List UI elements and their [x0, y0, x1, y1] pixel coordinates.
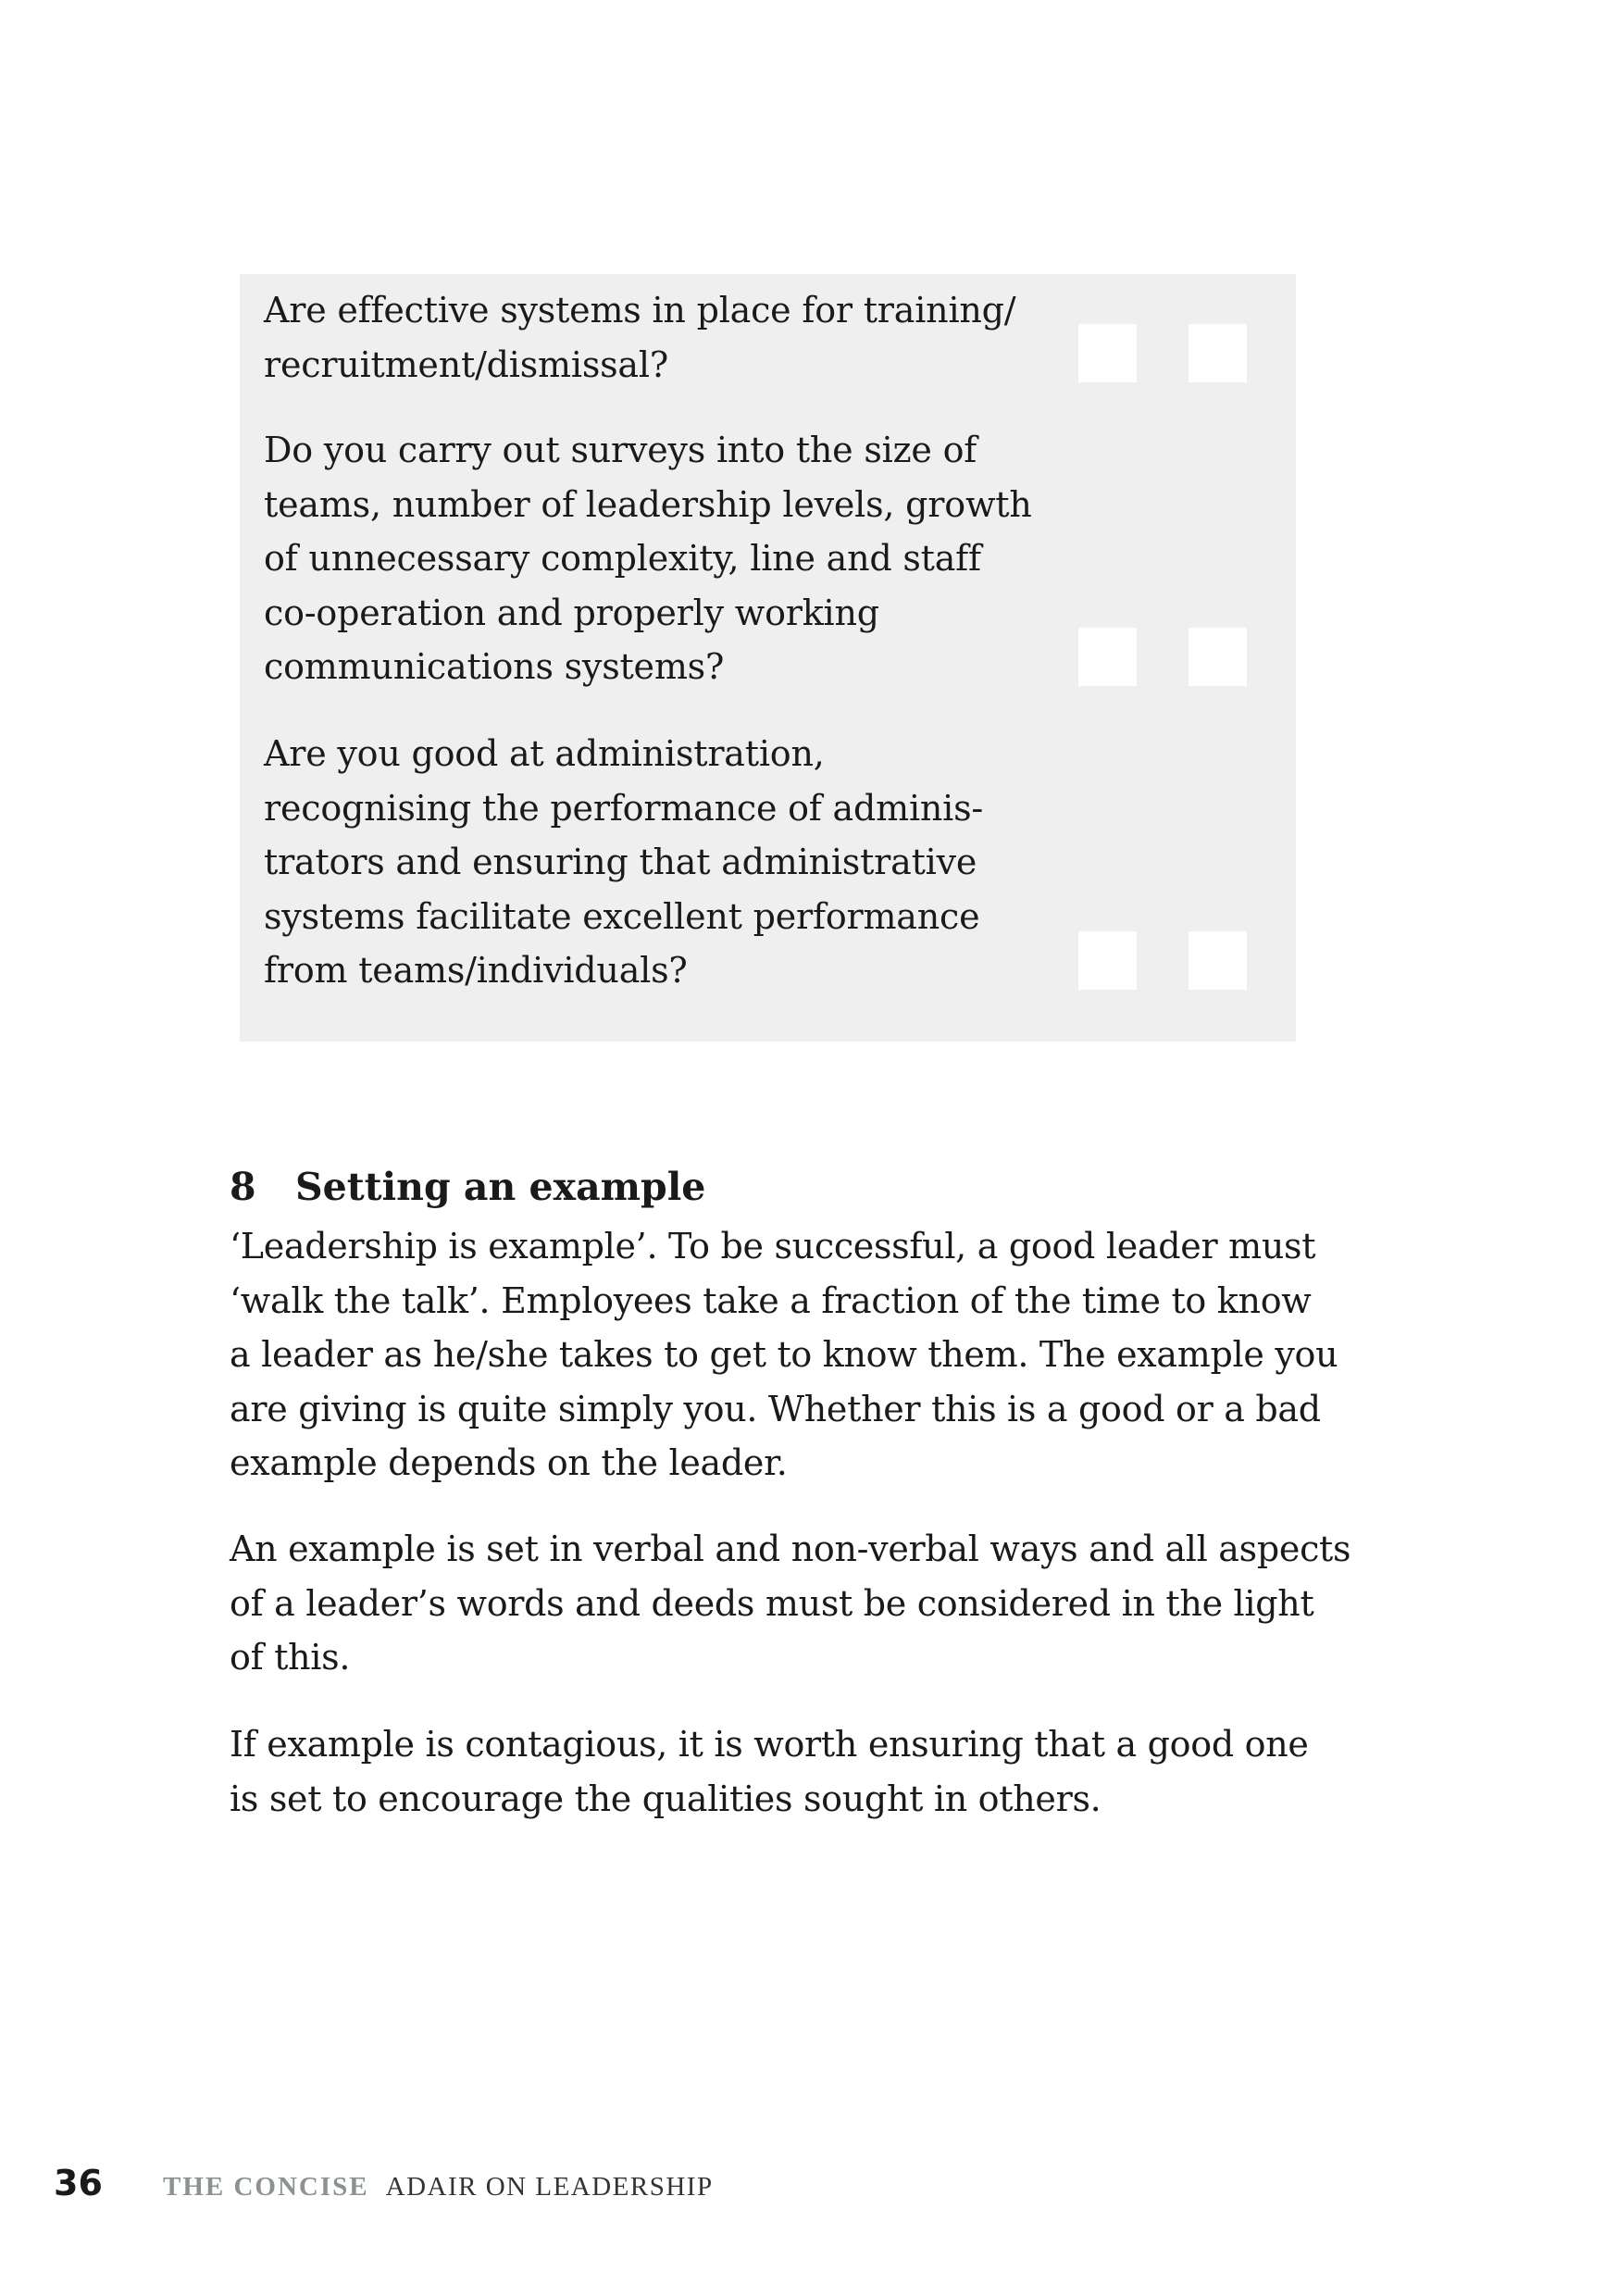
page-number: 36	[54, 2163, 103, 2203]
paragraph-line: example depends on the leader.	[230, 1442, 788, 1483]
checklist-question	[264, 727, 1041, 998]
paragraph-line: a leader as he/she takes to get to know them. The example you	[230, 1334, 1338, 1375]
question-line: Do you carry out surveys into the size of	[264, 430, 977, 470]
question-line: recognising the performance of adminis-	[264, 787, 984, 829]
question-line: trators and ensuring that administrative	[264, 842, 977, 882]
paragraph-line: If example is contagious, it is worth ensuring that a good one	[230, 1724, 1309, 1765]
checkbox-no[interactable]	[1189, 931, 1247, 990]
section-number: 8	[230, 1165, 256, 1209]
checklist-question	[264, 283, 1041, 392]
section-heading	[230, 1160, 705, 1214]
paragraph-line: are giving is quite simply you. Whether this is a good or a bad	[230, 1388, 1321, 1429]
book-title: ADAIR ON LEADERSHIP	[385, 2172, 714, 2202]
page-footer	[54, 2157, 714, 2216]
checkbox-yes[interactable]	[1078, 628, 1137, 686]
paragraph-line: An example is set in verbal and non-verbal ways and all aspects	[230, 1529, 1351, 1569]
section-title: Setting an example	[295, 1165, 706, 1209]
body-paragraph	[230, 1219, 1338, 1491]
checklist-question	[264, 423, 1041, 694]
question-line: of unnecessary complexity, line and staff	[264, 538, 981, 579]
checklist-box	[240, 274, 1296, 1042]
question-line: Are effective systems in place for training/	[264, 290, 1016, 331]
checkbox-no[interactable]	[1189, 324, 1247, 382]
paragraph-line: ‘Leadership is example’. To be successful, a good leader must	[230, 1226, 1316, 1267]
body-paragraph	[230, 1522, 1351, 1685]
checkbox-yes[interactable]	[1078, 324, 1137, 382]
question-line: co-operation and properly working	[264, 592, 879, 633]
checkbox-no[interactable]	[1189, 628, 1247, 686]
question-line: recruitment/dismissal?	[264, 343, 669, 385]
paragraph-line: ‘walk the talk’. Employees take a fraction of the time to know	[230, 1279, 1312, 1321]
question-line: from teams/individuals?	[264, 950, 688, 991]
question-line: systems facilitate excellent performance	[264, 895, 980, 937]
checkbox-yes[interactable]	[1078, 931, 1137, 990]
question-line: Are you good at administration,	[264, 733, 825, 774]
question-line: teams, number of leadership levels, growth	[264, 483, 1032, 525]
body-paragraph	[230, 1717, 1309, 1826]
book-series-prefix: THE CONCISE	[163, 2172, 369, 2202]
paragraph-line: of a leader’s words and deeds must be considered in the light	[230, 1582, 1314, 1624]
question-line: communications systems?	[264, 646, 725, 687]
paragraph-line: is set to encourage the qualities sought in others.	[230, 1778, 1101, 1819]
paragraph-line: of this.	[230, 1637, 351, 1678]
